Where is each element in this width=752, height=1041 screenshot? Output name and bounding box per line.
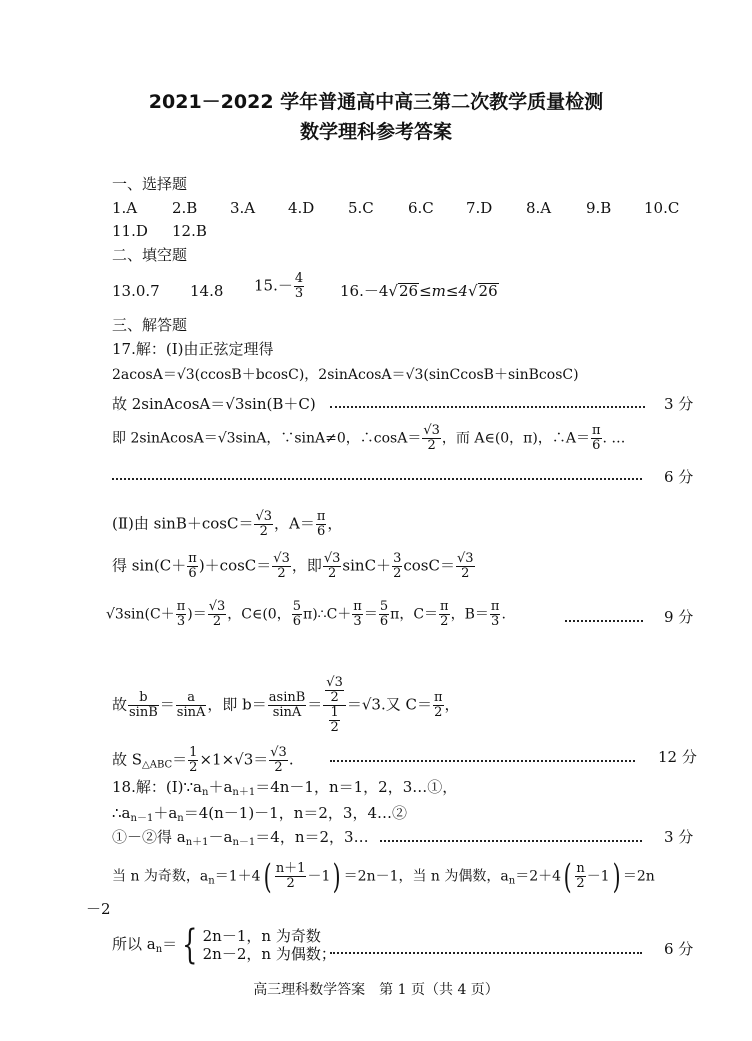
q18-line: 当 n 为奇数，$a_n=1+4$( $\frac{n+1}{2}$ －1) ＝2n－1，当 n 为偶数，$a_n=2+4$( $\frac{n}{2}$ －1) ＝2n [112,856,655,897]
q17-line: 故 $\frac{b}{\sin B}$ ＝ $\frac{a}{\sin A}$ ，即 b＝ $\frac{asinB}{\sin A}$ ＝ $\frac{\frac{√3}{2}}{\frac{1}{2}}$ ＝√3.又 C＝ $\frac{\pi}{2}$ ， [112,675,460,735]
choice-answer: 11.D [112,222,148,240]
section-heading-choice: 一、选择题 [112,175,188,193]
page-subtitle: 数学理科参考答案 [299,121,452,143]
dot-leader [330,406,645,408]
q17-line: 得 sin(C＋ $\frac{\pi}{6}$ )＋cosC＝ $\frac{√3}{2}$ ，即 $\frac{√3}{2}$ sinC＋ $\frac{3}{2}$ cosC＝ $\frac{√3}{2}$ [112,551,474,581]
choice-answer: 12.B [172,222,207,240]
score-mark: 12 分 [658,748,697,766]
score-mark: 3 分 [664,828,694,846]
choice-answer: 10.C [644,199,680,217]
score-mark: 6 分 [664,940,694,958]
choice-answer: 3.A [230,199,256,217]
choice-answer: 4.D [288,199,315,217]
q18-line: 所以 $a_n=$ { 2n－1，n 为奇数 2n－2，n 为偶数； [112,922,336,968]
q18-line: 18.解：$(Ⅰ)\because a_n+a_{n+1}=4n-1$，n＝1，2，3…①， [112,778,458,798]
section-heading-solve: 三、解答题 [112,316,188,334]
dot-leader [330,952,642,954]
choice-answer: 7.D [466,199,493,217]
choice-answer: 5.C [348,199,374,217]
q17-line: 2acosA＝√3(ccosB＋bcosC)，2sinAcosA＝√3(sinCcosB＋sinBcosC) [112,367,579,383]
section-heading-fill: 二、填空题 [112,246,188,264]
score-mark: 6 分 [664,468,694,486]
fill-answer-13: 13.0.7 [112,282,160,300]
fill-answer-14: 14.8 [190,282,224,300]
dot-leader [565,620,643,622]
fill-answer-15: 15.－ $\frac{4}{3}$ [254,271,304,301]
choice-answer: 9.B [586,199,612,217]
fraction: $\frac{4}{3}$ [294,271,304,301]
q17-line: 故 2sinAcosA＝√3sin(B＋C) [112,395,316,413]
dot-leader [330,760,635,762]
fill-answer-16: 16.－4√26≤m≤4√26 [340,282,498,300]
choice-answer: 8.A [526,199,552,217]
page-title: 2021－2022 学年普通高中高三第二次教学质量检测 [148,91,604,113]
q17-line: 即 2sinAcosA＝√3sinA，∵sinA≠0，∴cosA＝ $\frac{√3}{2}$ ，而 A∈(0，π)，∴A＝ $\frac{\pi}{6}$ . … [112,423,626,453]
q18-line: －2 [86,900,111,918]
dot-leader [380,840,642,842]
q18-line: $\therefore a_{n-1}+a_n=4(n-1)-1$，n＝2，3，4…② [112,804,408,824]
q17-line: 17.解：(Ⅰ)由正弦定理得 [112,340,274,358]
choice-answer: 2.B [172,199,198,217]
dot-leader [112,478,642,480]
q18-line: ①－②得 $a_{n+1}-a_{n-1}=4$，n＝2，3… [112,828,369,848]
q17-line: 故 $S_{\triangle ABC}=$ $\frac{1}{2}$ ×1×√3＝ $\frac{√3}{2}$ . [112,745,294,775]
page-footer: 高三理科数学答案 第 1 页（共 4 页） [253,982,499,998]
q17-line: (Ⅱ)由 sinB＋cosC＝ $\frac{√3}{2}$ ，A＝ $\frac{\pi}{6}$ ， [112,509,343,539]
score-mark: 9 分 [664,608,694,626]
choice-answer: 1.A [112,199,138,217]
choice-answer: 6.C [408,199,434,217]
q17-line: √3sin(C＋ $\frac{\pi}{3}$ )＝ $\frac{√3}{2}$ ，C∈(0， $\frac{5}{6}$ π)∴C＋ $\frac{\pi}{3}$ ＝ $\frac{5}{6}$ π，C＝ $\frac{\pi}{2}$ ，B＝ $\frac{\pi}{3}$ . [106,599,506,629]
score-mark: 3 分 [664,395,694,413]
